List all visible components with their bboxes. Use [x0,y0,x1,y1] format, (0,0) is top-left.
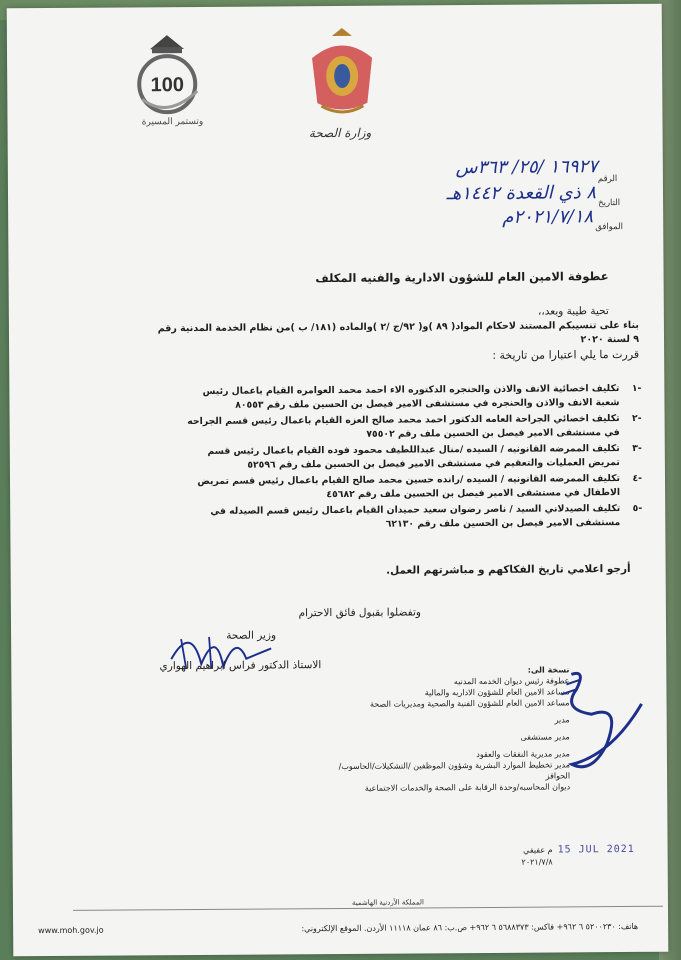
list-item: عطوفة رئيس ديوان الخدمه المدنيه [453,676,570,687]
date-hijri: ٨ ذي القعدة ١٤٤٢هـ [446,182,597,205]
logo-slogan: وتستمر المسيرة [141,116,204,128]
logo-number: 100 [150,74,185,97]
request-line: أرجو اعلامي تاريخ الفكاكهم و مباشرتهم العمل. [386,562,631,577]
basis-line-2: ٩ لسنة ٢٠٢٠ [580,333,640,346]
date-gregorian: ٢٠٢١/٧/١٨م [502,206,594,228]
footer-address: هاتف: ٥٢٠٠٢٣٠ ٦ ٩٦٢+ فاكس: ٥٦٨٨٣٧٣ ٦ ٩٦٢+ ص.ب: ٨٦ عمان ١١١١٨ الأردن. الموقع الإلكتروني: [301,921,639,934]
items-list [109,382,642,536]
list-item: -٣ تكليف الممرضه القانونيه / السيده /منال عبداللطيف محمود فوده القيام باعمال رئيس قسم تمريض العمليات والتعقيم في مستشفى الامير فيصل بن الحسين ملف رقم ٥٢٥٩٦ [207,442,642,471]
list-item: مدير مستشفى [520,732,570,742]
list-item: -٢ تكليف اخصائي الجراحة العامه الدكتور احمد محمد صالح العزه القيام باعمال رئيس قسم الجراحه في مستشفى الامير فيصل بن الحسين ملف رقم ٧٥٥٠٢ [187,412,642,440]
corresp-label: الموافق [595,222,624,233]
greeting: تحية طيبة وبعد،، [537,305,609,318]
footer [38,922,638,935]
list-item: مساعد الامين العام للشؤون الفنية والصحية ومديريات الصحة [369,698,570,709]
signer-name: الاستاذ الدكتور فراس ابراهيم الهواري [159,659,322,673]
footer-country: المملكة الأردنية الهاشمية [351,898,424,907]
ref-value: ١٦٩٢٧ /٢٥/ ٣٦٣س [455,156,598,179]
verified-date: ٢٠٢١/٧/٨ [521,857,553,867]
signer-title: وزير الصحة [226,629,277,642]
copies-list [311,664,570,794]
list-item: مدير تخطيط الموارد البشرية وشؤون الموظفين /التشكيلات/الحاسوب/ الحوافز [338,760,571,781]
recipient: عطوفة الامين العام للشؤون الادارية والفنيه المكلف [315,269,609,286]
ref-label: الرقم [597,174,618,185]
letter-page [7,4,669,957]
basis-line-1: بناء على تنسيبكم المستند لاحكام المواد( ٨٩ )و( ٩٢/ج /٢ )والماده (١٨١/ ب )من نظام الخدمة المدنية رقم [157,319,639,335]
verified-by: م عفيفي [523,845,553,855]
list-item: مدير مديرية النفقات والعقود [476,749,570,760]
received-stamp: 15 JUL 2021 [557,843,635,856]
closing-line: وتفضلوا بقبول فائق الاحترام [298,606,421,620]
decided-line: قررت ما يلي اعتبارا من تاريخة : [492,347,640,362]
footer-website[interactable]: www.moh.gov.jo [38,925,104,936]
ministry-name: وزارة الصحة [308,125,372,141]
date-label: التاريخ [598,198,621,209]
list-item: مساعد الامين العام للشؤون الاداريه والمالية [424,687,570,698]
copies-title: نسخة الى: [527,665,570,675]
list-item: مدير [554,715,570,725]
list-item: -١ تكليف اخصائية الانف والاذن والحنجره الدكتوره الاء احمد محمد العوامره القيام باعمال رئيس شعبة الانف والاذن والحنجره في مستشفى الامير فيصل بن الحسين ملف رقم ٨٠٥٥٣ [202,382,642,411]
initials-scribble [551,664,652,795]
list-item: -٥ تكليف الصيدلاني السيد / ناصر رضوان سعيد حميدان القيام باعمال رئيس قسم الصيدله في مستشفى الامير فيصل بن الحسين ملف رقم ٦٢١٣٠ [210,502,643,530]
list-item: -٤ تكليف الممرضه القانونيه / السيده /رانده حسين محمد صالح القيام باعمال رئيس قسم تمريض الاطفال في مستشفى الامير فيصل بن الحسين ملف رقم ٤٥٦٨٢ [197,472,643,501]
jordan-crest [307,28,378,118]
list-item: ديوان المحاسبه/وحدة الرقابة على الصحة والخدمات الاجتماعية [364,782,571,793]
